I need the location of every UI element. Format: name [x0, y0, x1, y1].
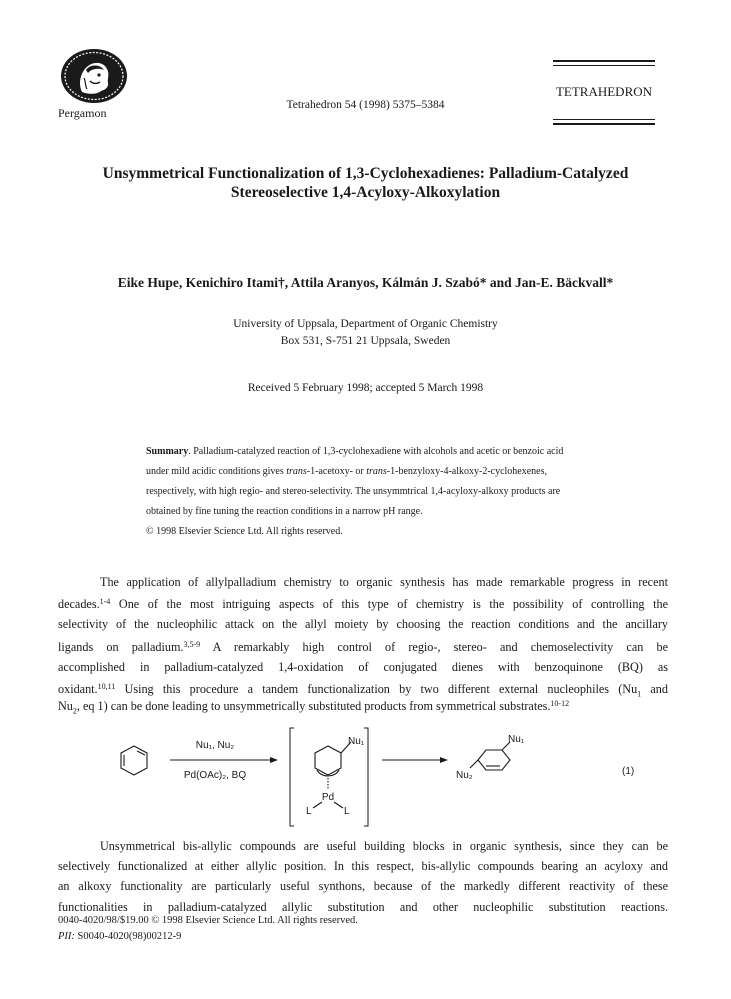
reagents-bottom: Pd(OAc)₂, BQ — [183, 770, 247, 781]
journal-citation: Tetrahedron 54 (1998) 5375–5384 — [286, 99, 445, 111]
header-rule — [553, 123, 655, 125]
body-paragraph-end: $Nu_2$, eq 1) can be done leading to unsymmetrically substituted products from symmetrical substrates.$^{10-12}$ — [58, 699, 570, 716]
publisher-name: Pergamon — [58, 106, 107, 120]
footer-copyright: 0040-4020/98/$19.00 © 1998 Elsevier Science Ltd. All rights reserved. — [58, 915, 358, 926]
bracket-right — [364, 728, 368, 826]
header-rule — [553, 60, 655, 62]
product-structure — [470, 742, 510, 770]
affiliation-address: Box 531, S-751 21 Uppsala, Sweden — [280, 335, 451, 347]
cyclohexadiene-structure — [121, 746, 147, 775]
reaction-scheme — [100, 722, 668, 847]
product-nu2: Nu₂ — [456, 770, 473, 781]
product-nu1: Nu₁ — [508, 734, 525, 745]
received-dates: Received 5 February 1998; accepted 5 March 1998 — [247, 382, 484, 394]
body-paragraph: Unsymmetrical bis-allylic compounds are useful building blocks in organic synthesis, since they can be — [100, 839, 668, 853]
article-title: Unsymmetrical Functionalization of 1,3-Cyclohexadienes: Palladium-Catalyzed Stereoselective 1,4-Acyloxy-Alkoxylation — [102, 165, 629, 201]
nu1-label: Nu₁ — [348, 736, 365, 747]
ligand-right: L — [344, 806, 350, 817]
arrow-head — [440, 757, 448, 763]
abstract-copyright: © 1998 Elsevier Science Ltd. All rights reserved. — [146, 526, 343, 537]
bracket-left — [290, 728, 294, 826]
arrow-head — [270, 757, 278, 763]
affiliation: University of Uppsala, Department of Organic Chemistry — [233, 318, 498, 330]
journal-name: TETRAHEDRON — [555, 84, 653, 99]
footer-pii: PII: S0040-4020(98)00212-9 — [58, 931, 182, 942]
header-rule — [553, 65, 655, 66]
author-list: Eike Hupe, Kenichiro Itami†, Attila Aranyos, Kálmán J. Szabó* and Jan-E. Bäckvall* — [117, 275, 614, 290]
body-paragraph: decades.$^{1-4}$ One of the most intriguing aspects of this type of chemistry is the possibility of controlling the selectivity of the nucleophilic attack on the allyl moiety by choosing the reaction conditions and the ancillary ligands on palladium.$^{3,5-9}$ A remarkably high control of regio-, stereo- and chemoselectivity can be accomplished in palladium-catalyzed 1,4-oxidation of conjugated dienes with benzoquinone (BQ) as oxidant.$^{10,11}$ Using this procedure a tandem functionalization by two different external nucleophiles ($Nu_1$ and — [58, 597, 668, 699]
body-paragraph: The application of allylpalladium chemistry to organic synthesis has made remarkable progress in recent — [100, 575, 668, 589]
ligand-left: L — [306, 806, 312, 817]
pd-label: Pd — [321, 792, 335, 803]
pergamon-logo — [60, 48, 128, 104]
reagents-top: Nu₁, Nu₂ — [195, 740, 235, 751]
equation-number: (1) — [622, 766, 635, 777]
abstract-label: Summary — [146, 446, 189, 457]
abstract: Summary. Palladium-catalyzed reaction of 1,3-cyclohexadiene with alcohols and acetic or benzoic acid under mild acidic conditions gives trans-1-acetoxy- or trans-1-benzyloxy-4-alkoxy-2-cyclohexenes, respectively, with high regio- and stereo-selectivity. The unsymmtrical 1,4-acyloxy-alkoxy products are obtained by fine tuning the reaction conditions in a narrow pH range. © 1998 Elsevier Science Ltd. All rights reserved. — [146, 442, 586, 542]
header-rule — [553, 119, 655, 120]
body-paragraph: selectively functionalized at either allylic position. In this respect, bis-allylic compounds bearing an acyloxy and an alkoxy functionality are particularly useful synthons, because of the markedly different reactivity of these functionalities in palladium-catalyzed allylic substitution and other nucleophilic substitution reactions. — [58, 859, 668, 914]
